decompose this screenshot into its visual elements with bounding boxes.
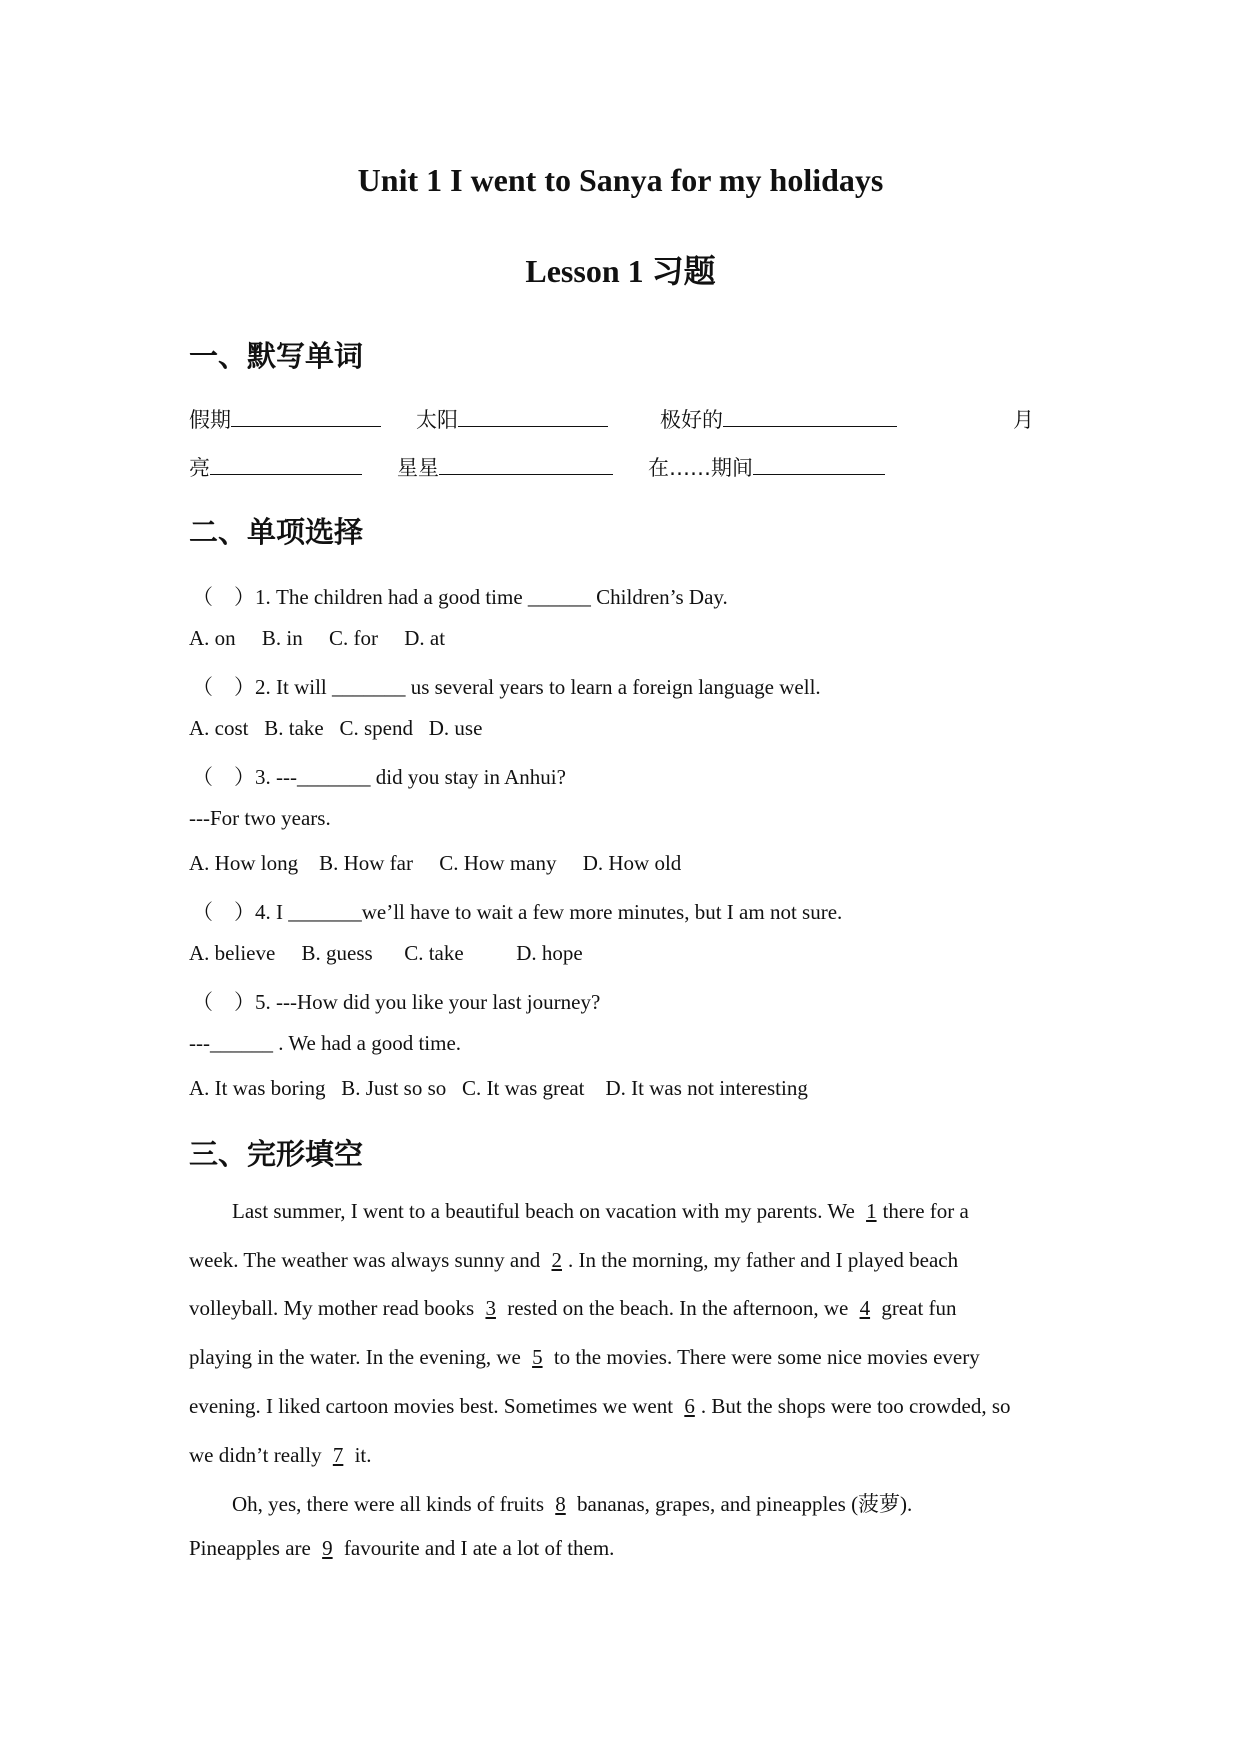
options-line: A. cost B. take C. spend D. use: [189, 716, 483, 740]
passage-line: Pineapples are 9 favourite and I ate a lot of them.: [189, 1536, 615, 1560]
cloze-blank-number: 8: [555, 1492, 566, 1516]
section-heading-vocabulary: 一、默写单词: [189, 339, 364, 373]
question-line: （ ）3. ---_______ did you stay in Anhui?: [192, 765, 566, 789]
dialogue-line: ---For two years.: [189, 806, 331, 830]
passage-line: we didn’t really 7 it.: [189, 1443, 372, 1467]
options-line: A. It was boring B. Just so so C. It was great D. It was not interesting: [189, 1076, 808, 1100]
cloze-blank-number: 1: [866, 1199, 877, 1223]
passage-line: playing in the water. In the evening, we 5 to the movies. There were some nice movies every: [189, 1345, 980, 1369]
cloze-blank-number: 2: [551, 1248, 562, 1272]
vocab-item: 假期: [189, 404, 381, 434]
options-line: A. believe B. guess C. take D. hope: [189, 941, 583, 965]
options-line: A. on B. in C. for D. at: [189, 626, 446, 650]
passage-line: Last summer, I went to a beautiful beach on vacation with my parents. We 1 there for a: [232, 1199, 969, 1223]
vocab-item: 亮: [189, 452, 362, 482]
vocab-item: 太阳: [416, 404, 608, 434]
vocab-item: 星星: [397, 452, 613, 482]
answer-blank[interactable]: [439, 454, 613, 475]
question-line: （ ）2. It will _______ us several years to learn a foreign language well.: [192, 675, 821, 699]
vocab-item: 月: [1013, 408, 1034, 432]
passage-line: evening. I liked cartoon movies best. Sometimes we went 6 . But the shops were too crowded, so: [189, 1394, 1011, 1418]
dialogue-line: ---______ . We had a good time.: [189, 1031, 462, 1055]
cloze-blank-number: 4: [859, 1296, 871, 1320]
question-line: （ ）5. ---How did you like your last journey?: [192, 990, 601, 1014]
passage-line: Oh, yes, there were all kinds of fruits 8 bananas, grapes, and pineapples (菠萝).: [232, 1492, 913, 1516]
section-heading-multiple-choice: 二、单项选择: [189, 515, 364, 549]
cloze-blank-number: 6: [684, 1394, 695, 1418]
vocab-item: 极好的: [660, 404, 897, 434]
question-line: （ ）4. I _______we’ll have to wait a few more minutes, but I am not sure.: [192, 900, 843, 924]
passage-line: volleyball. My mother read books 3 rested on the beach. In the afternoon, we 4 great fun: [189, 1296, 957, 1320]
cloze-blank-number: 9: [322, 1536, 333, 1560]
cloze-blank-number: 7: [332, 1443, 344, 1467]
question-line: （ ）1. The children had a good time ______ Children’s Day.: [192, 585, 728, 609]
passage-line: week. The weather was always sunny and 2 . In the morning, my father and I played beach: [189, 1248, 959, 1272]
page-subtitle: Lesson 1 习题: [525, 253, 716, 289]
answer-blank[interactable]: [753, 454, 885, 475]
vocab-item: 在……期间: [648, 452, 885, 482]
answer-blank[interactable]: [723, 406, 897, 427]
answer-blank[interactable]: [231, 406, 381, 427]
cloze-blank-number: 3: [485, 1296, 496, 1320]
cloze-blank-number: 5: [532, 1345, 543, 1369]
options-line: A. How long B. How far C. How many D. How old: [189, 851, 682, 875]
answer-blank[interactable]: [458, 406, 608, 427]
page-title: Unit 1 I went to Sanya for my holidays: [357, 162, 884, 198]
section-heading-cloze: 三、完形填空: [189, 1137, 364, 1171]
answer-blank[interactable]: [210, 454, 362, 475]
